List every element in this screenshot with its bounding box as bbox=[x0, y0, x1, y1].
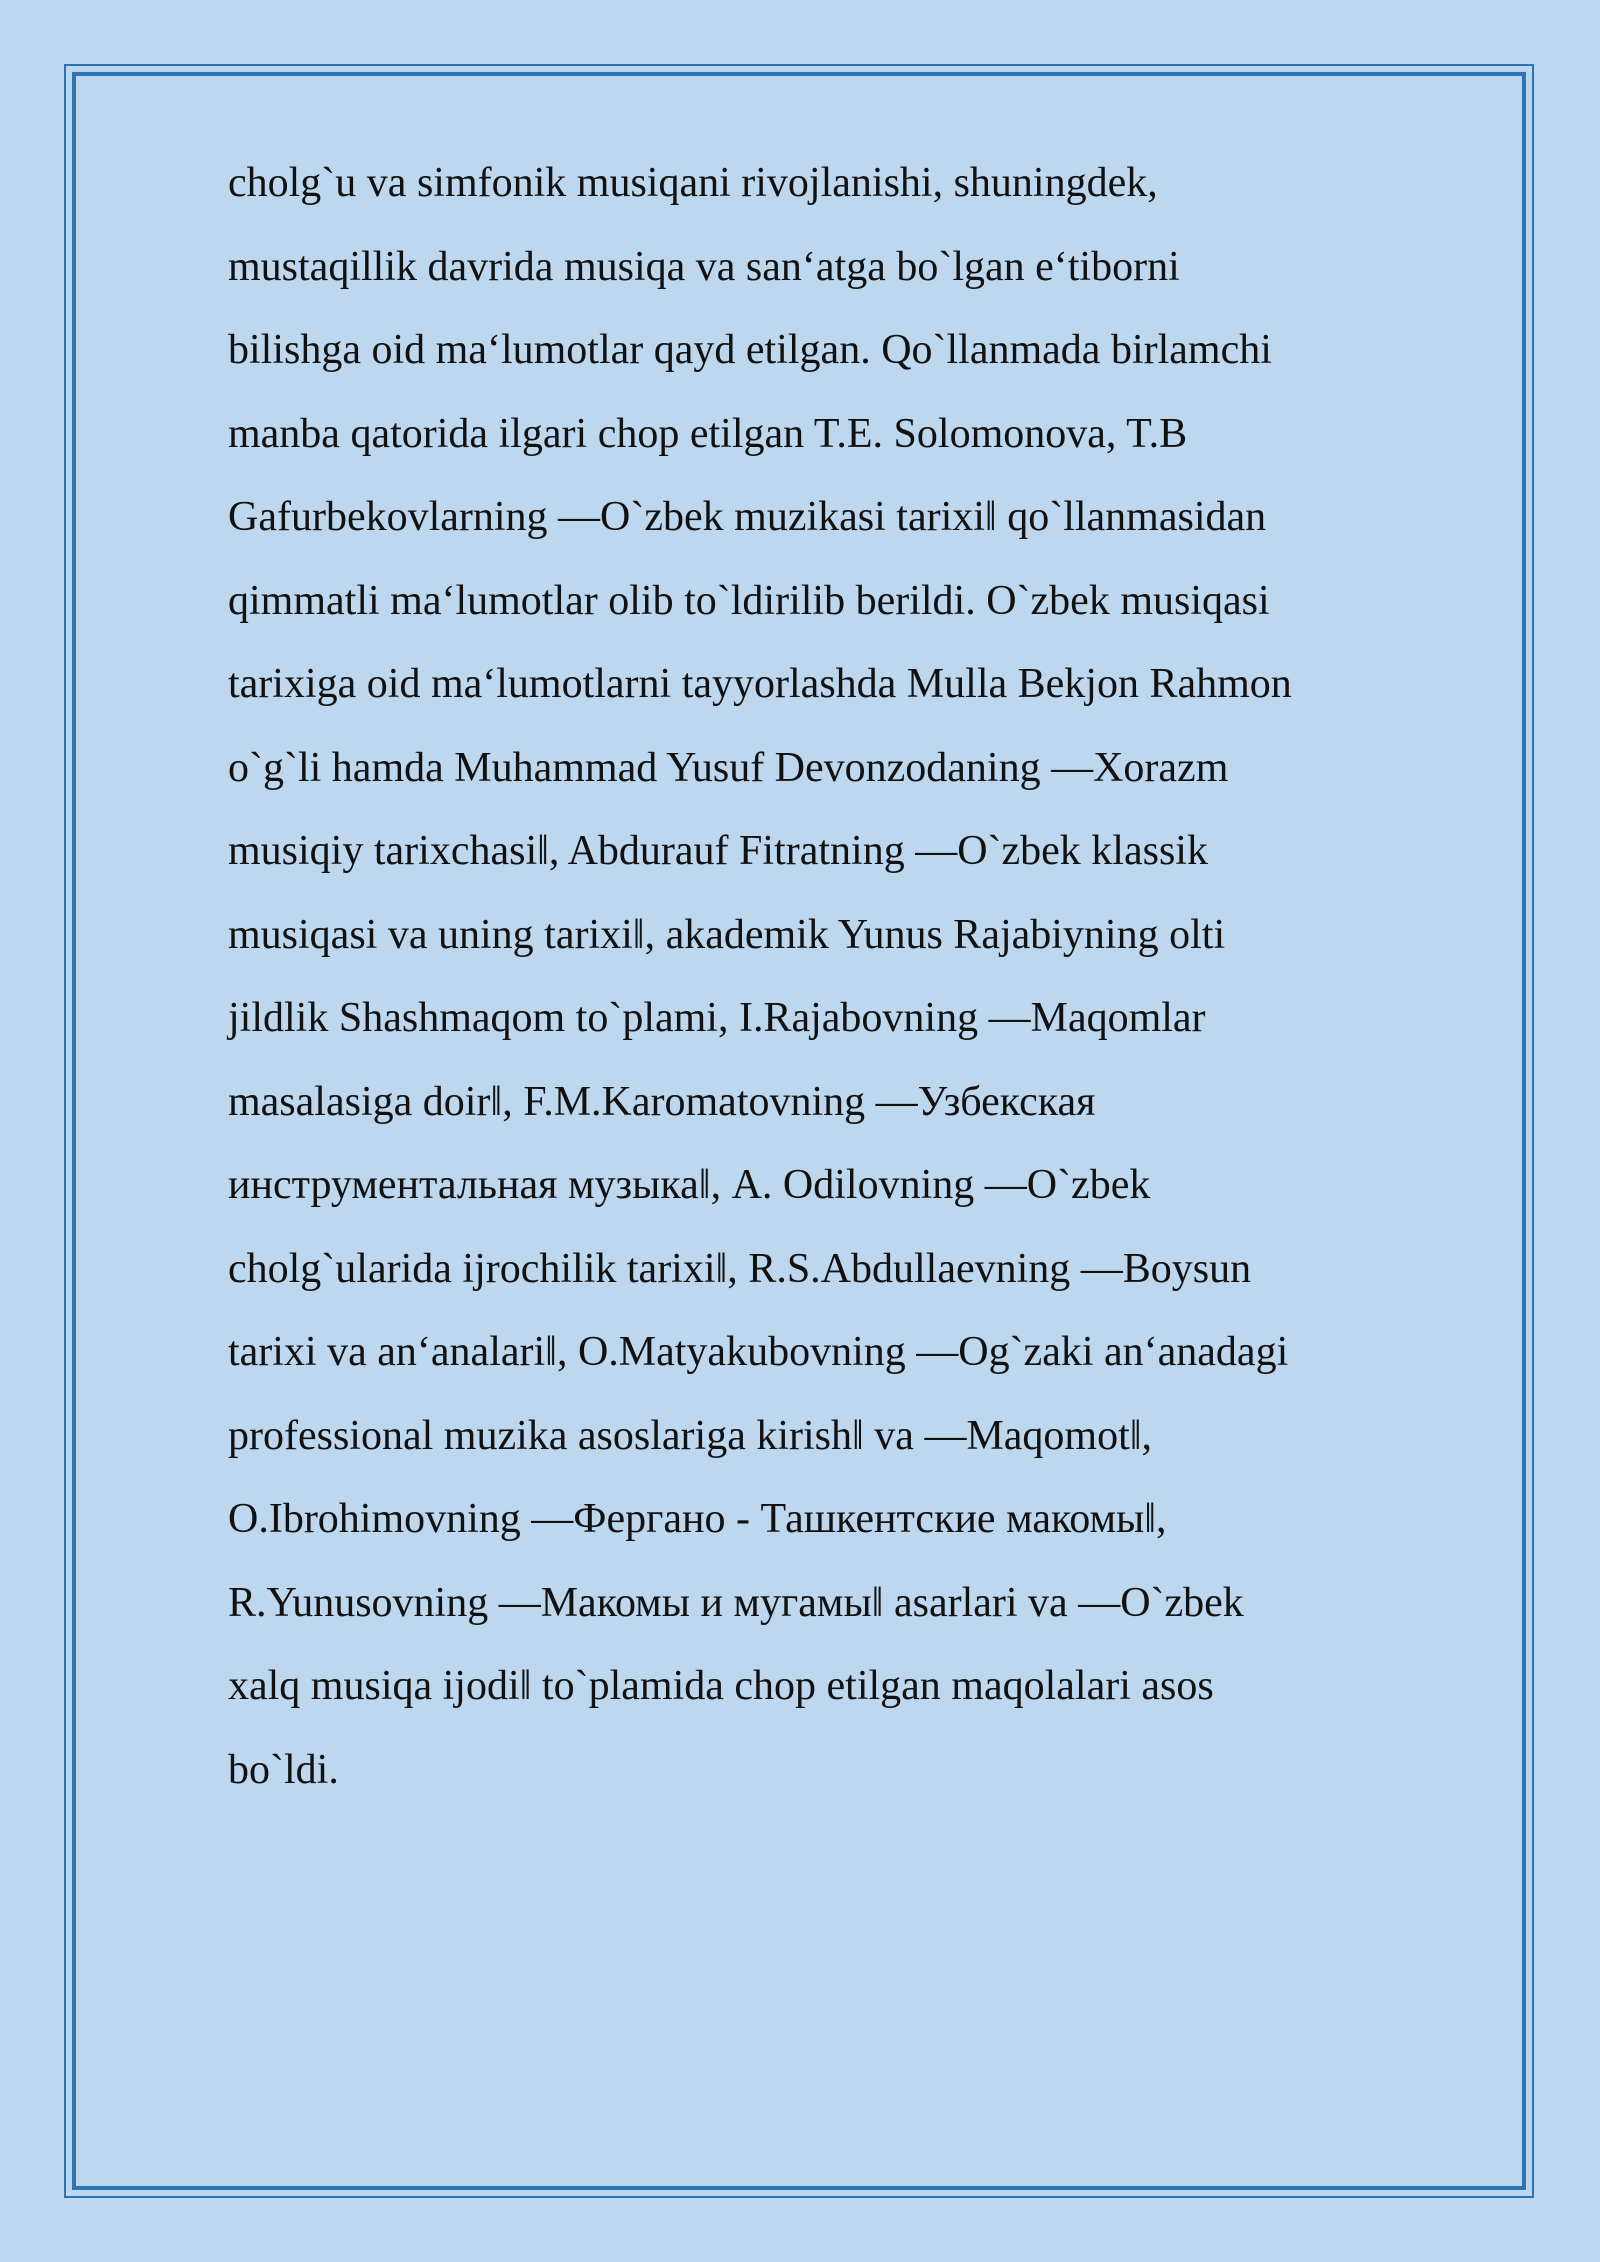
text-line: инструментальная музыка‖, A. Odilovning ―O`zbek bbox=[228, 1162, 1151, 1208]
text-line: masalasiga doir‖, F.M.Karomatovning ―Узбекская bbox=[228, 1078, 1096, 1125]
text-line: R.Yunusovning ―Макомы и мугамы‖ asarlari va ―O`zbek bbox=[228, 1579, 1244, 1626]
text-line: cholg`u va simfonik musiqani rivojlanishi, shuningdek, bbox=[228, 160, 1158, 206]
text-line: o`g`li hamda Muhammad Yusuf Devonzodaning ―Xorazm bbox=[228, 744, 1229, 791]
text-line: bo`ldi. bbox=[228, 1746, 339, 1793]
text-line: professional muzika asoslariga kirish‖ va ―Maqomot‖, bbox=[228, 1412, 1153, 1459]
body-paragraph bbox=[228, 142, 1468, 1812]
text-line: cholg`ularida ijrochilik tarixi‖, R.S.Abdullaevning ―Boysun bbox=[228, 1245, 1252, 1292]
text-line: xalq musiqa ijodi‖ to`plamida chop etilgan maqolalari asos bbox=[228, 1663, 1214, 1709]
text-line: Gafurbekovlarning ―O`zbek muzikasi tarixi‖ qo`llanmasidan bbox=[228, 494, 1267, 540]
text-line: O.Ibrohimovning ―Фергано - Ташкентские макомы‖, bbox=[228, 1496, 1167, 1542]
text-line: qimmatli ma‘lumotlar olib to`ldirilib berildi. O`zbek musiqasi bbox=[228, 577, 1270, 624]
text-line: tarixiga oid ma‘lumotlarni tayyorlashda Mulla Bekjon Rahmon bbox=[228, 661, 1292, 707]
text-line: musiqiy tarixchasi‖, Abdurauf Fitratning ―O`zbek klassik bbox=[228, 828, 1208, 874]
text-line: manba qatorida ilgari chop etilgan T.E. Solomonova, T.B bbox=[228, 410, 1188, 457]
text-line: tarixi va an‘analari‖, O.Matyakubovning ―Og`zaki an‘anadagi bbox=[228, 1329, 1289, 1375]
text-line: jildlik Shashmaqom to`plami, I.Rajabovning ―Maqomlar bbox=[228, 995, 1206, 1041]
text-line: musiqasi va uning tarixi‖, akademik Yunus Rajabiyning olti bbox=[228, 911, 1226, 958]
text-line: bilishga oid ma‘lumotlar qayd etilgan. Qo`llanmada birlamchi bbox=[228, 327, 1272, 373]
text-line: mustaqillik davrida musiqa va san‘atga bo`lgan e‘tiborni bbox=[228, 243, 1180, 290]
